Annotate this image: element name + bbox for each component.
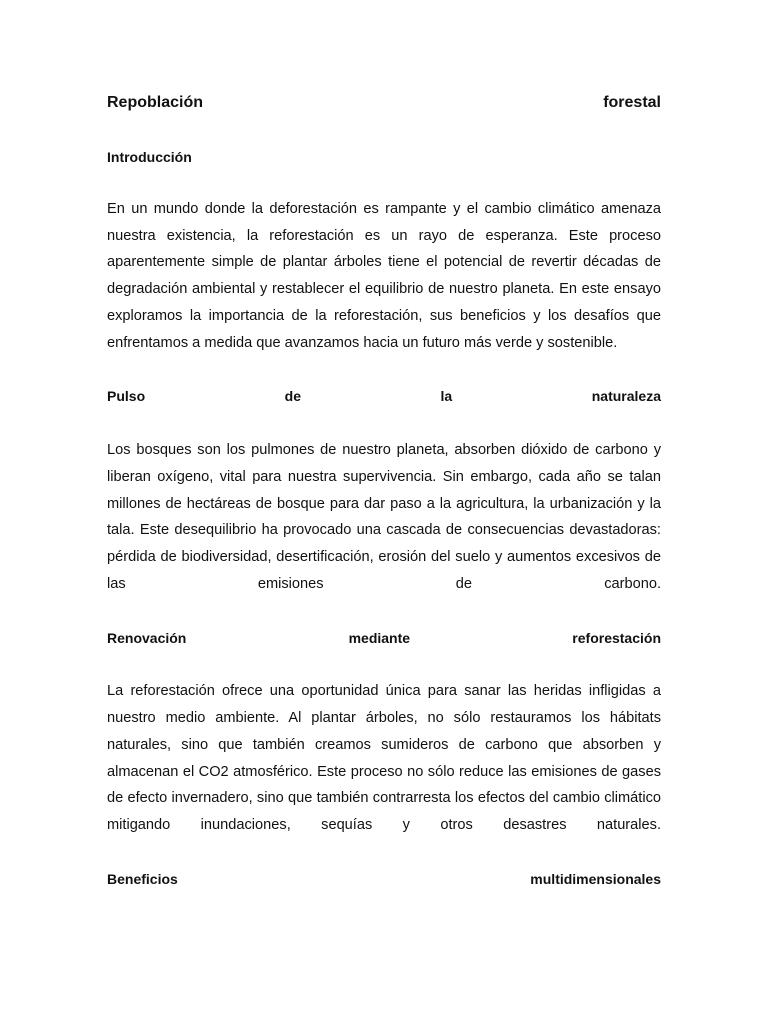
- document-title: Repoblación forestal: [107, 94, 661, 111]
- section-heading-pulso: Pulso de la naturaleza: [107, 388, 661, 405]
- document-page: [107, 91, 661, 893]
- section-heading-introduccion: Introducción: [107, 149, 192, 165]
- paragraph-renovacion: La reforestación ofrece una oportunidad única para sanar las heridas infligidas a nuestro medio ambiente. Al plantar árboles, no sólo restauramos los hábitats naturales, sino que también creamos sumideros de carbono que absorben y almacenan el CO2 atmosférico. Este proceso no sólo reduce las emisiones de gases de efecto invernadero, sino que también contrarresta los efectos del cambio climático mitigando inundaciones, sequías y otros desastres naturales.: [107, 683, 661, 834]
- spacer: [107, 598, 661, 625]
- paragraph-pulso: Los bosques son los pulmones de nuestro planeta, absorben dióxido de carbono y liberan oxígeno, vital para nuestra supervivencia. Sin embargo, cada año se talan millones de hectáreas de bosque para dar paso a la agricultura, la urbanización y la tala. Este desequilibrio ha provocado una cascada de consecuencias devastadoras: pérdida de biodiversidad, desertificación, erosión del suelo y aumentos excesivos de las emisiones de carbono.: [107, 441, 661, 592]
- spacer: [107, 357, 661, 384]
- section-heading-beneficios: Beneficios multidimensionales: [107, 870, 661, 887]
- spacer: [107, 410, 661, 437]
- spacer: [107, 651, 661, 678]
- spacer: [107, 839, 661, 866]
- spacer: [107, 169, 661, 196]
- section-heading-renovacion: Renovación mediante reforestación: [107, 629, 661, 646]
- paragraph-introduccion: En un mundo donde la deforestación es rampante y el cambio climático amenaza nuestra existencia, la reforestación es un rayo de esperanza. Este proceso aparentemente simple de plantar árboles tiene el potencial de revertir décadas de degradación ambiental y restablecer el equilibrio de nuestro planeta. En este ensayo exploramos la importancia de la reforestación, sus beneficios y los desafíos que enfrentamos a medida que avanzamos hacia un futuro más verde y sostenible.: [107, 200, 661, 351]
